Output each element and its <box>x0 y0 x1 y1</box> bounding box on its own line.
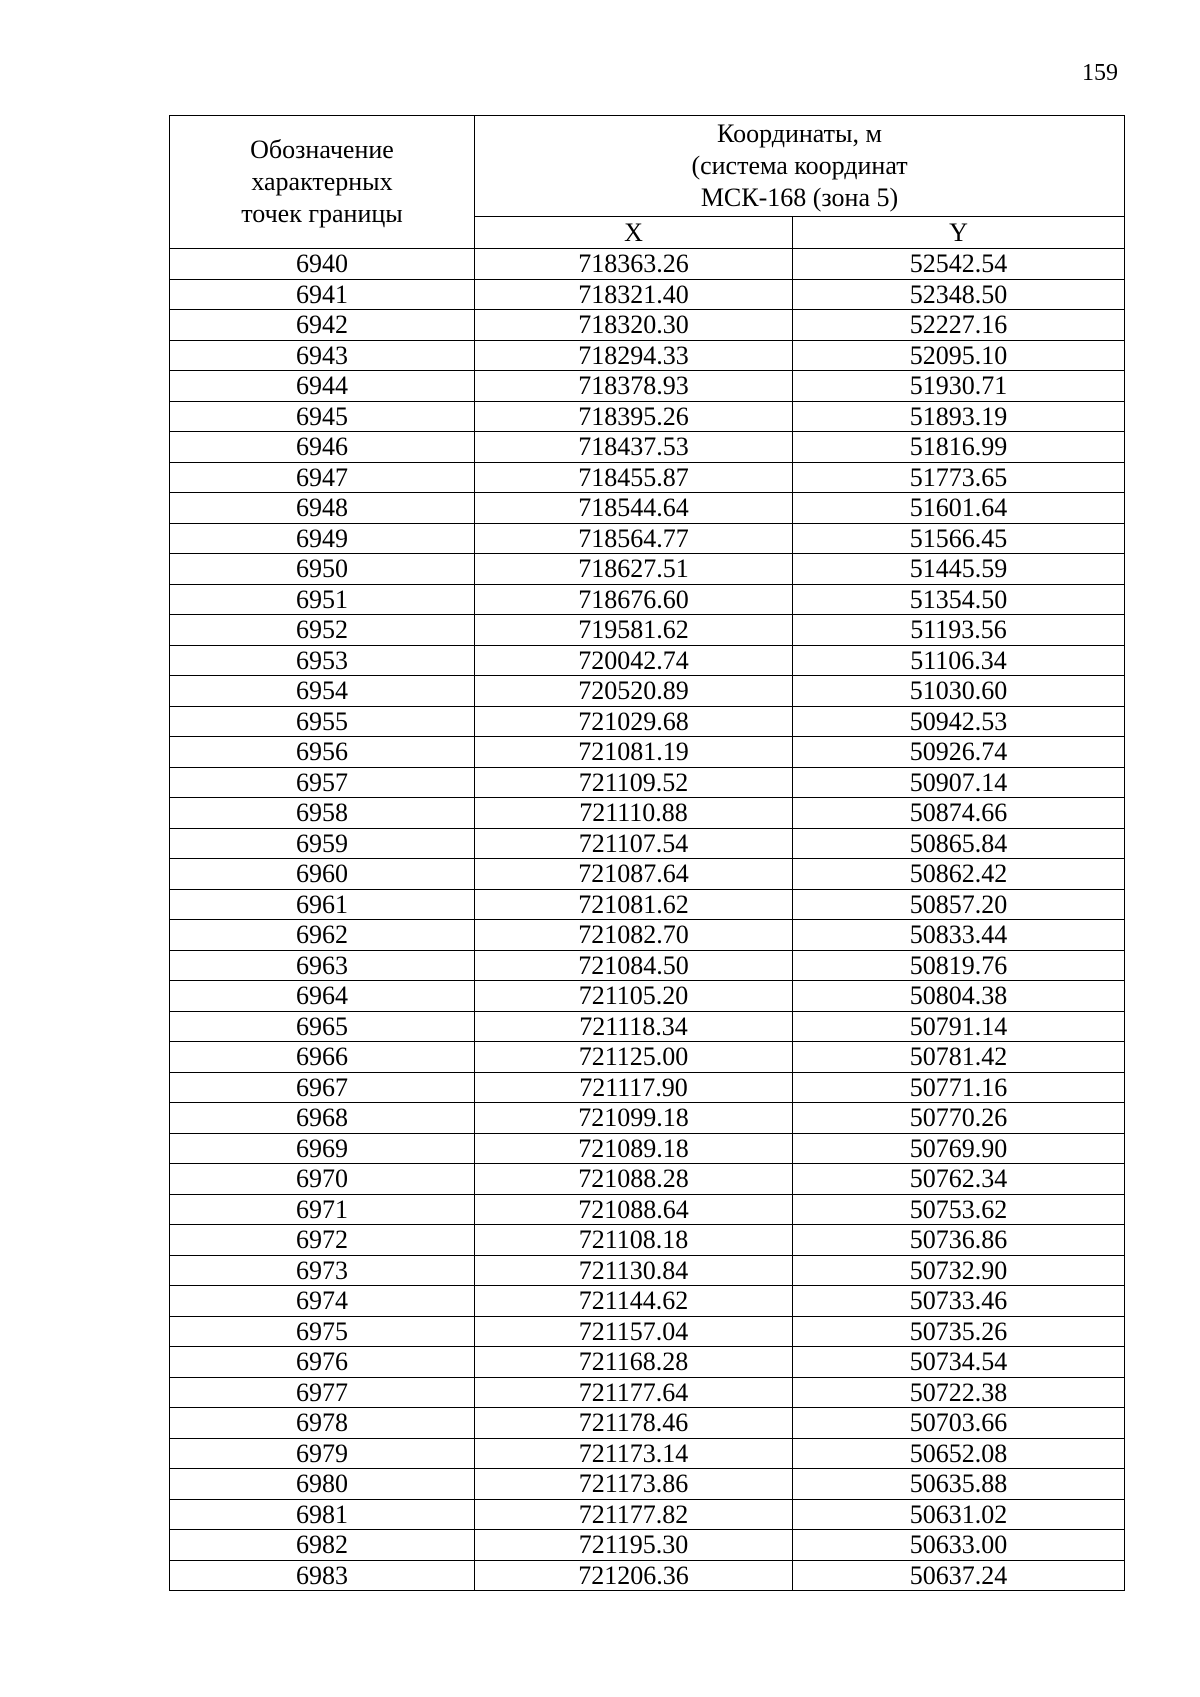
x-coordinate-cell: 718378.93 <box>475 371 793 402</box>
coordinates-table <box>169 115 1125 1591</box>
y-coordinate-cell: 50907.14 <box>793 767 1125 798</box>
point-id-cell: 6966 <box>170 1042 475 1073</box>
x-column-header: X <box>475 217 793 249</box>
point-id-cell: 6942 <box>170 310 475 341</box>
table-row <box>170 920 1125 951</box>
y-coordinate-cell: 51601.64 <box>793 493 1125 524</box>
y-coordinate-cell: 50631.02 <box>793 1499 1125 1530</box>
point-id-cell: 6943 <box>170 340 475 371</box>
point-id-cell: 6950 <box>170 554 475 585</box>
x-coordinate-cell: 718455.87 <box>475 462 793 493</box>
table-row <box>170 1042 1125 1073</box>
y-coordinate-cell: 51816.99 <box>793 432 1125 463</box>
x-coordinate-cell: 721177.64 <box>475 1377 793 1408</box>
table-row <box>170 828 1125 859</box>
y-coordinate-cell: 50633.00 <box>793 1530 1125 1561</box>
point-id-cell: 6947 <box>170 462 475 493</box>
y-coordinate-cell: 51773.65 <box>793 462 1125 493</box>
x-coordinate-cell: 721130.84 <box>475 1255 793 1286</box>
x-coordinate-cell: 721089.18 <box>475 1133 793 1164</box>
x-coordinate-cell: 719581.62 <box>475 615 793 646</box>
x-coordinate-cell: 718363.26 <box>475 249 793 280</box>
y-coordinate-cell: 52348.50 <box>793 279 1125 310</box>
point-id-cell: 6970 <box>170 1164 475 1195</box>
y-coordinate-cell: 51030.60 <box>793 676 1125 707</box>
y-coordinate-cell: 50735.26 <box>793 1316 1125 1347</box>
y-coordinate-cell: 50791.14 <box>793 1011 1125 1042</box>
x-coordinate-cell: 721110.88 <box>475 798 793 829</box>
x-coordinate-cell: 718544.64 <box>475 493 793 524</box>
table-row <box>170 798 1125 829</box>
point-id-cell: 6945 <box>170 401 475 432</box>
y-coordinate-cell: 50865.84 <box>793 828 1125 859</box>
y-coordinate-cell: 50637.24 <box>793 1560 1125 1591</box>
y-coordinate-cell: 50819.76 <box>793 950 1125 981</box>
table-row <box>170 1347 1125 1378</box>
table-row <box>170 249 1125 280</box>
y-coordinate-cell: 51445.59 <box>793 554 1125 585</box>
point-id-cell: 6959 <box>170 828 475 859</box>
x-coordinate-cell: 721157.04 <box>475 1316 793 1347</box>
table-row <box>170 1072 1125 1103</box>
table-row <box>170 401 1125 432</box>
x-coordinate-cell: 718627.51 <box>475 554 793 585</box>
point-id-cell: 6981 <box>170 1499 475 1530</box>
y-coordinate-cell: 50736.86 <box>793 1225 1125 1256</box>
y-coordinate-cell: 51354.50 <box>793 584 1125 615</box>
point-id-cell: 6960 <box>170 859 475 890</box>
y-coordinate-cell: 50733.46 <box>793 1286 1125 1317</box>
page-number: 159 <box>1082 60 1118 86</box>
table-row <box>170 1408 1125 1439</box>
table-row <box>170 554 1125 585</box>
point-id-cell: 6972 <box>170 1225 475 1256</box>
x-coordinate-cell: 721082.70 <box>475 920 793 951</box>
table-row <box>170 706 1125 737</box>
table-row <box>170 645 1125 676</box>
point-id-cell: 6961 <box>170 889 475 920</box>
x-coordinate-cell: 721177.82 <box>475 1499 793 1530</box>
x-coordinate-cell: 721084.50 <box>475 950 793 981</box>
table-row <box>170 1316 1125 1347</box>
point-id-cell: 6976 <box>170 1347 475 1378</box>
y-coordinate-cell: 50804.38 <box>793 981 1125 1012</box>
x-coordinate-cell: 721206.36 <box>475 1560 793 1591</box>
table-row <box>170 493 1125 524</box>
point-id-cell: 6963 <box>170 950 475 981</box>
point-id-cell: 6964 <box>170 981 475 1012</box>
table-row <box>170 340 1125 371</box>
point-id-cell: 6940 <box>170 249 475 280</box>
point-id-cell: 6982 <box>170 1530 475 1561</box>
table-row <box>170 1560 1125 1591</box>
y-coordinate-cell: 50857.20 <box>793 889 1125 920</box>
point-designation-header <box>170 116 475 249</box>
y-coordinate-cell: 50926.74 <box>793 737 1125 768</box>
y-coordinate-cell: 50734.54 <box>793 1347 1125 1378</box>
coordinates-header-text: Координаты, м (система координат МСК-168 (зона 5) <box>691 119 908 212</box>
x-coordinate-cell: 721081.19 <box>475 737 793 768</box>
table-row <box>170 1286 1125 1317</box>
point-id-cell: 6968 <box>170 1103 475 1134</box>
table-row <box>170 371 1125 402</box>
y-coordinate-cell: 50942.53 <box>793 706 1125 737</box>
y-coordinate-cell: 50732.90 <box>793 1255 1125 1286</box>
y-coordinate-cell: 51193.56 <box>793 615 1125 646</box>
y-coordinate-cell: 50769.90 <box>793 1133 1125 1164</box>
x-coordinate-cell: 718564.77 <box>475 523 793 554</box>
y-coordinate-cell: 51106.34 <box>793 645 1125 676</box>
x-coordinate-cell: 721087.64 <box>475 859 793 890</box>
y-coordinate-cell: 51930.71 <box>793 371 1125 402</box>
point-id-cell: 6955 <box>170 706 475 737</box>
table-row <box>170 310 1125 341</box>
table-row <box>170 462 1125 493</box>
x-coordinate-cell: 718676.60 <box>475 584 793 615</box>
x-coordinate-cell: 721088.28 <box>475 1164 793 1195</box>
x-coordinate-cell: 721173.14 <box>475 1438 793 1469</box>
table-body <box>170 249 1125 1591</box>
table-header <box>170 116 1125 249</box>
y-coordinate-cell: 50770.26 <box>793 1103 1125 1134</box>
point-id-cell: 6978 <box>170 1408 475 1439</box>
x-coordinate-cell: 721117.90 <box>475 1072 793 1103</box>
x-coordinate-cell: 721178.46 <box>475 1408 793 1439</box>
table-row <box>170 584 1125 615</box>
point-id-cell: 6946 <box>170 432 475 463</box>
table-row <box>170 1469 1125 1500</box>
table-row <box>170 1225 1125 1256</box>
point-id-cell: 6975 <box>170 1316 475 1347</box>
y-coordinate-cell: 50703.66 <box>793 1408 1125 1439</box>
table-row <box>170 1255 1125 1286</box>
table-row <box>170 1133 1125 1164</box>
table-row <box>170 737 1125 768</box>
y-coordinate-cell: 50781.42 <box>793 1042 1125 1073</box>
y-column-header: Y <box>793 217 1125 249</box>
x-coordinate-cell: 721118.34 <box>475 1011 793 1042</box>
table-row <box>170 615 1125 646</box>
y-coordinate-cell: 50771.16 <box>793 1072 1125 1103</box>
y-coordinate-cell: 50762.34 <box>793 1164 1125 1195</box>
y-coordinate-cell: 50874.66 <box>793 798 1125 829</box>
x-coordinate-cell: 720042.74 <box>475 645 793 676</box>
y-coordinate-cell: 52542.54 <box>793 249 1125 280</box>
point-id-cell: 6958 <box>170 798 475 829</box>
x-coordinate-cell: 721088.64 <box>475 1194 793 1225</box>
x-coordinate-cell: 721105.20 <box>475 981 793 1012</box>
point-id-cell: 6951 <box>170 584 475 615</box>
table-row <box>170 1164 1125 1195</box>
table-row <box>170 523 1125 554</box>
x-coordinate-cell: 721107.54 <box>475 828 793 859</box>
table-row <box>170 1194 1125 1225</box>
table-row <box>170 1103 1125 1134</box>
point-id-cell: 6953 <box>170 645 475 676</box>
y-coordinate-cell: 50722.38 <box>793 1377 1125 1408</box>
point-id-cell: 6969 <box>170 1133 475 1164</box>
point-id-cell: 6948 <box>170 493 475 524</box>
point-id-cell: 6974 <box>170 1286 475 1317</box>
point-id-cell: 6971 <box>170 1194 475 1225</box>
point-id-cell: 6973 <box>170 1255 475 1286</box>
table-row <box>170 1499 1125 1530</box>
x-coordinate-cell: 718320.30 <box>475 310 793 341</box>
table-row <box>170 1530 1125 1561</box>
y-coordinate-cell: 50635.88 <box>793 1469 1125 1500</box>
x-coordinate-cell: 721081.62 <box>475 889 793 920</box>
x-coordinate-cell: 721168.28 <box>475 1347 793 1378</box>
table-row <box>170 889 1125 920</box>
point-id-cell: 6983 <box>170 1560 475 1591</box>
x-coordinate-cell: 721029.68 <box>475 706 793 737</box>
x-coordinate-cell: 721108.18 <box>475 1225 793 1256</box>
y-coordinate-cell: 52095.10 <box>793 340 1125 371</box>
x-coordinate-cell: 721125.00 <box>475 1042 793 1073</box>
point-id-cell: 6977 <box>170 1377 475 1408</box>
point-designation-header-text: Обозначение характерных точек границы <box>241 135 403 228</box>
x-coordinate-cell: 718294.33 <box>475 340 793 371</box>
point-id-cell: 6979 <box>170 1438 475 1469</box>
table-row <box>170 767 1125 798</box>
x-coordinate-cell: 718437.53 <box>475 432 793 463</box>
y-coordinate-cell: 51566.45 <box>793 523 1125 554</box>
point-id-cell: 6967 <box>170 1072 475 1103</box>
x-coordinate-cell: 718395.26 <box>475 401 793 432</box>
table-row <box>170 676 1125 707</box>
y-coordinate-cell: 50862.42 <box>793 859 1125 890</box>
table-row <box>170 432 1125 463</box>
point-id-cell: 6941 <box>170 279 475 310</box>
point-id-cell: 6956 <box>170 737 475 768</box>
point-id-cell: 6944 <box>170 371 475 402</box>
x-coordinate-cell: 721099.18 <box>475 1103 793 1134</box>
table-row <box>170 1377 1125 1408</box>
point-id-cell: 6957 <box>170 767 475 798</box>
point-id-cell: 6949 <box>170 523 475 554</box>
x-coordinate-cell: 720520.89 <box>475 676 793 707</box>
table-row <box>170 1011 1125 1042</box>
point-id-cell: 6962 <box>170 920 475 951</box>
table-row <box>170 950 1125 981</box>
table-row <box>170 279 1125 310</box>
x-coordinate-cell: 721144.62 <box>475 1286 793 1317</box>
y-coordinate-cell: 50753.62 <box>793 1194 1125 1225</box>
x-coordinate-cell: 721109.52 <box>475 767 793 798</box>
x-coordinate-cell: 721195.30 <box>475 1530 793 1561</box>
y-coordinate-cell: 50833.44 <box>793 920 1125 951</box>
point-id-cell: 6952 <box>170 615 475 646</box>
point-id-cell: 6965 <box>170 1011 475 1042</box>
table-row <box>170 1438 1125 1469</box>
coordinates-header <box>475 116 1125 217</box>
point-id-cell: 6954 <box>170 676 475 707</box>
point-id-cell: 6980 <box>170 1469 475 1500</box>
y-coordinate-cell: 50652.08 <box>793 1438 1125 1469</box>
x-coordinate-cell: 721173.86 <box>475 1469 793 1500</box>
table-row <box>170 859 1125 890</box>
y-coordinate-cell: 52227.16 <box>793 310 1125 341</box>
table-row <box>170 981 1125 1012</box>
y-coordinate-cell: 51893.19 <box>793 401 1125 432</box>
x-coordinate-cell: 718321.40 <box>475 279 793 310</box>
